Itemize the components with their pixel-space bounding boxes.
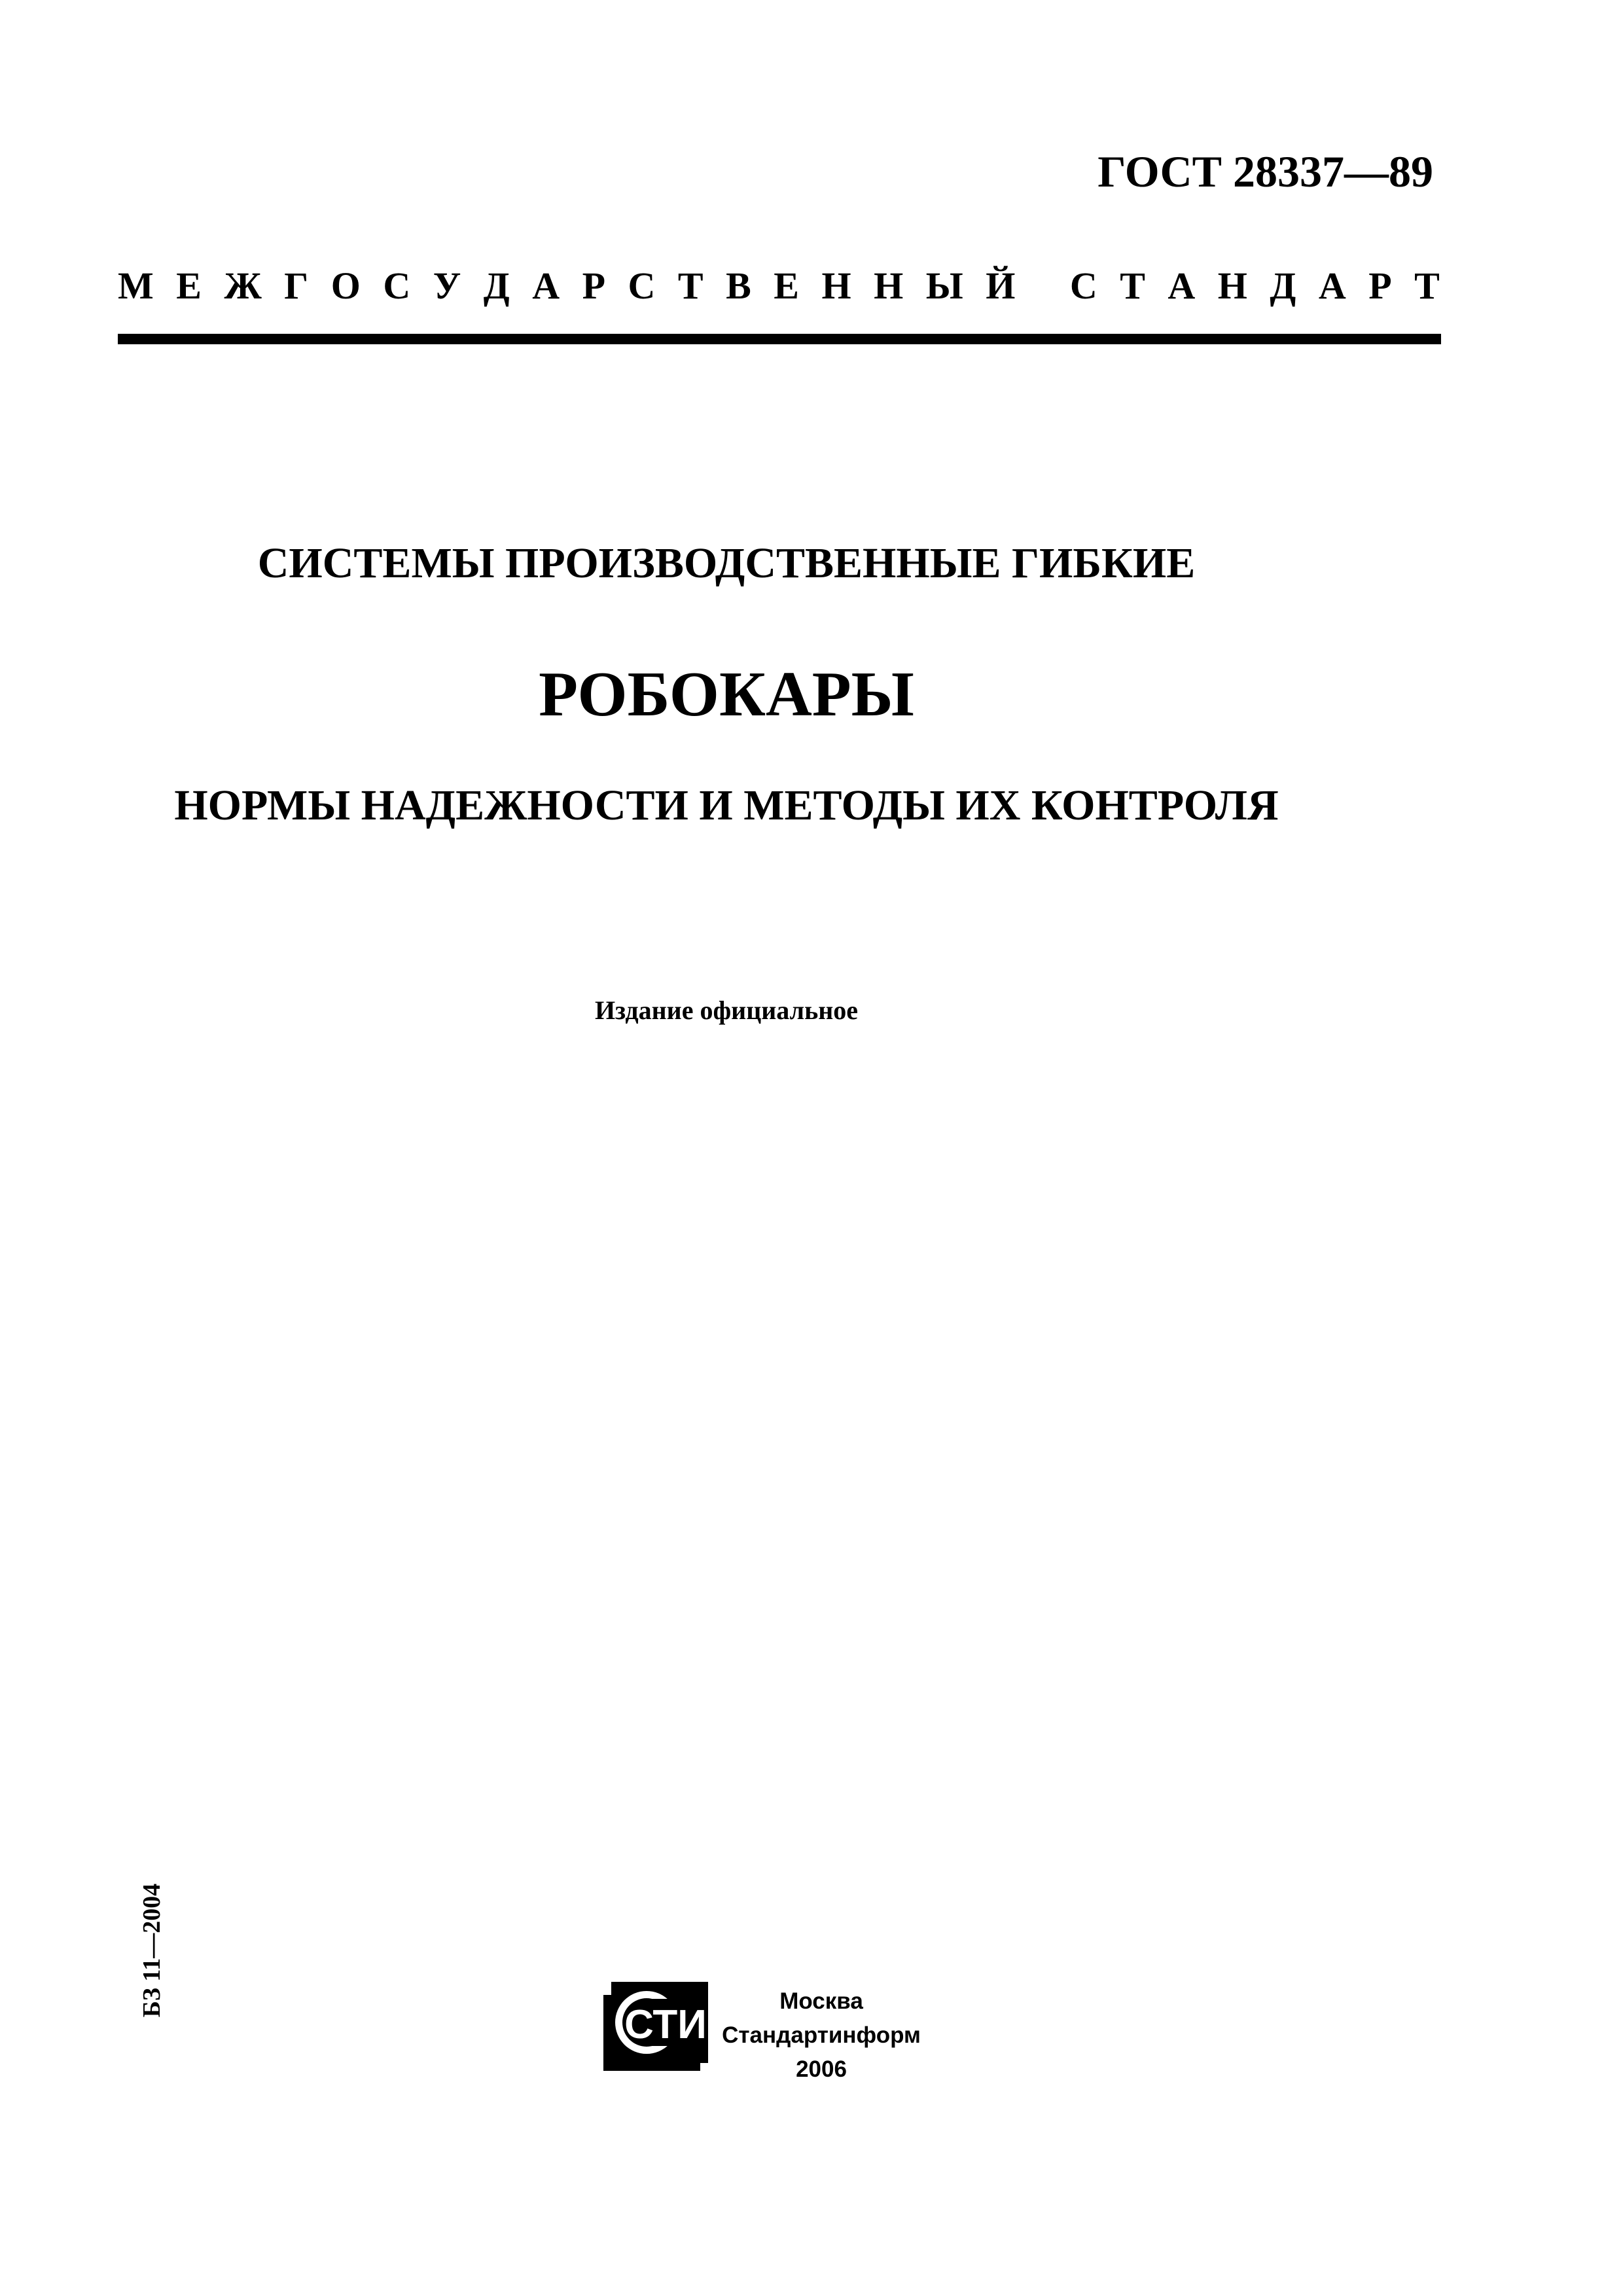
heading-letter: А [1168, 264, 1196, 307]
heading-letter: Ж [224, 264, 262, 307]
heading-space [1038, 267, 1048, 305]
side-note: БЗ 11—2004 [138, 1883, 166, 2018]
heading-letter: Т [1414, 264, 1440, 307]
title-line-1: СИСТЕМЫ ПРОИЗВОДСТВЕННЫЕ ГИБКИЕ [257, 539, 1196, 587]
heading-letter: Т [677, 264, 704, 307]
heading-letter: М [118, 264, 154, 307]
heading-letter: Т [1120, 264, 1145, 307]
publisher-city: Москва [779, 1988, 863, 2014]
heading-letter: Й [986, 264, 1016, 307]
heading-letter: Г [284, 264, 309, 307]
heading-letter: С [1069, 264, 1097, 307]
heading-letter: В [726, 264, 751, 307]
heading-letter: С [628, 264, 656, 307]
heading-letter: Р [582, 264, 606, 307]
logo-text: СТИ [624, 2002, 707, 2047]
standartinform-logo-icon [603, 1982, 708, 2071]
interstate-standard-heading [118, 264, 1440, 307]
heading-letter: Н [1217, 264, 1247, 307]
heading-letter: Н [874, 264, 904, 307]
heading-letter: Е [774, 264, 799, 307]
heading-letter: У [433, 264, 461, 307]
heading-letter: Д [483, 264, 510, 307]
heading-letter: Р [1368, 264, 1392, 307]
title-line-2: РОБОКАРЫ [539, 659, 914, 730]
header-rule [118, 334, 1441, 344]
publisher-block [720, 1984, 923, 2087]
publisher-year: 2006 [796, 2056, 847, 2082]
publisher-name: Стандартинформ [722, 2022, 921, 2048]
heading-letter: Ы [925, 264, 963, 307]
heading-letter: Е [176, 264, 202, 307]
heading-letter: А [532, 264, 560, 307]
edition-label: Издание официальное [594, 996, 859, 1025]
heading-letter: Д [1270, 264, 1296, 307]
heading-letter: Н [821, 264, 851, 307]
title-line-3: НОРМЫ НАДЕЖНОСТИ И МЕТОДЫ ИХ КОНТРОЛЯ [174, 781, 1279, 829]
heading-letter: С [383, 264, 411, 307]
standard-number: ГОСТ 28337—89 [1097, 147, 1433, 196]
heading-letter: О [330, 264, 361, 307]
heading-letter: А [1318, 264, 1346, 307]
